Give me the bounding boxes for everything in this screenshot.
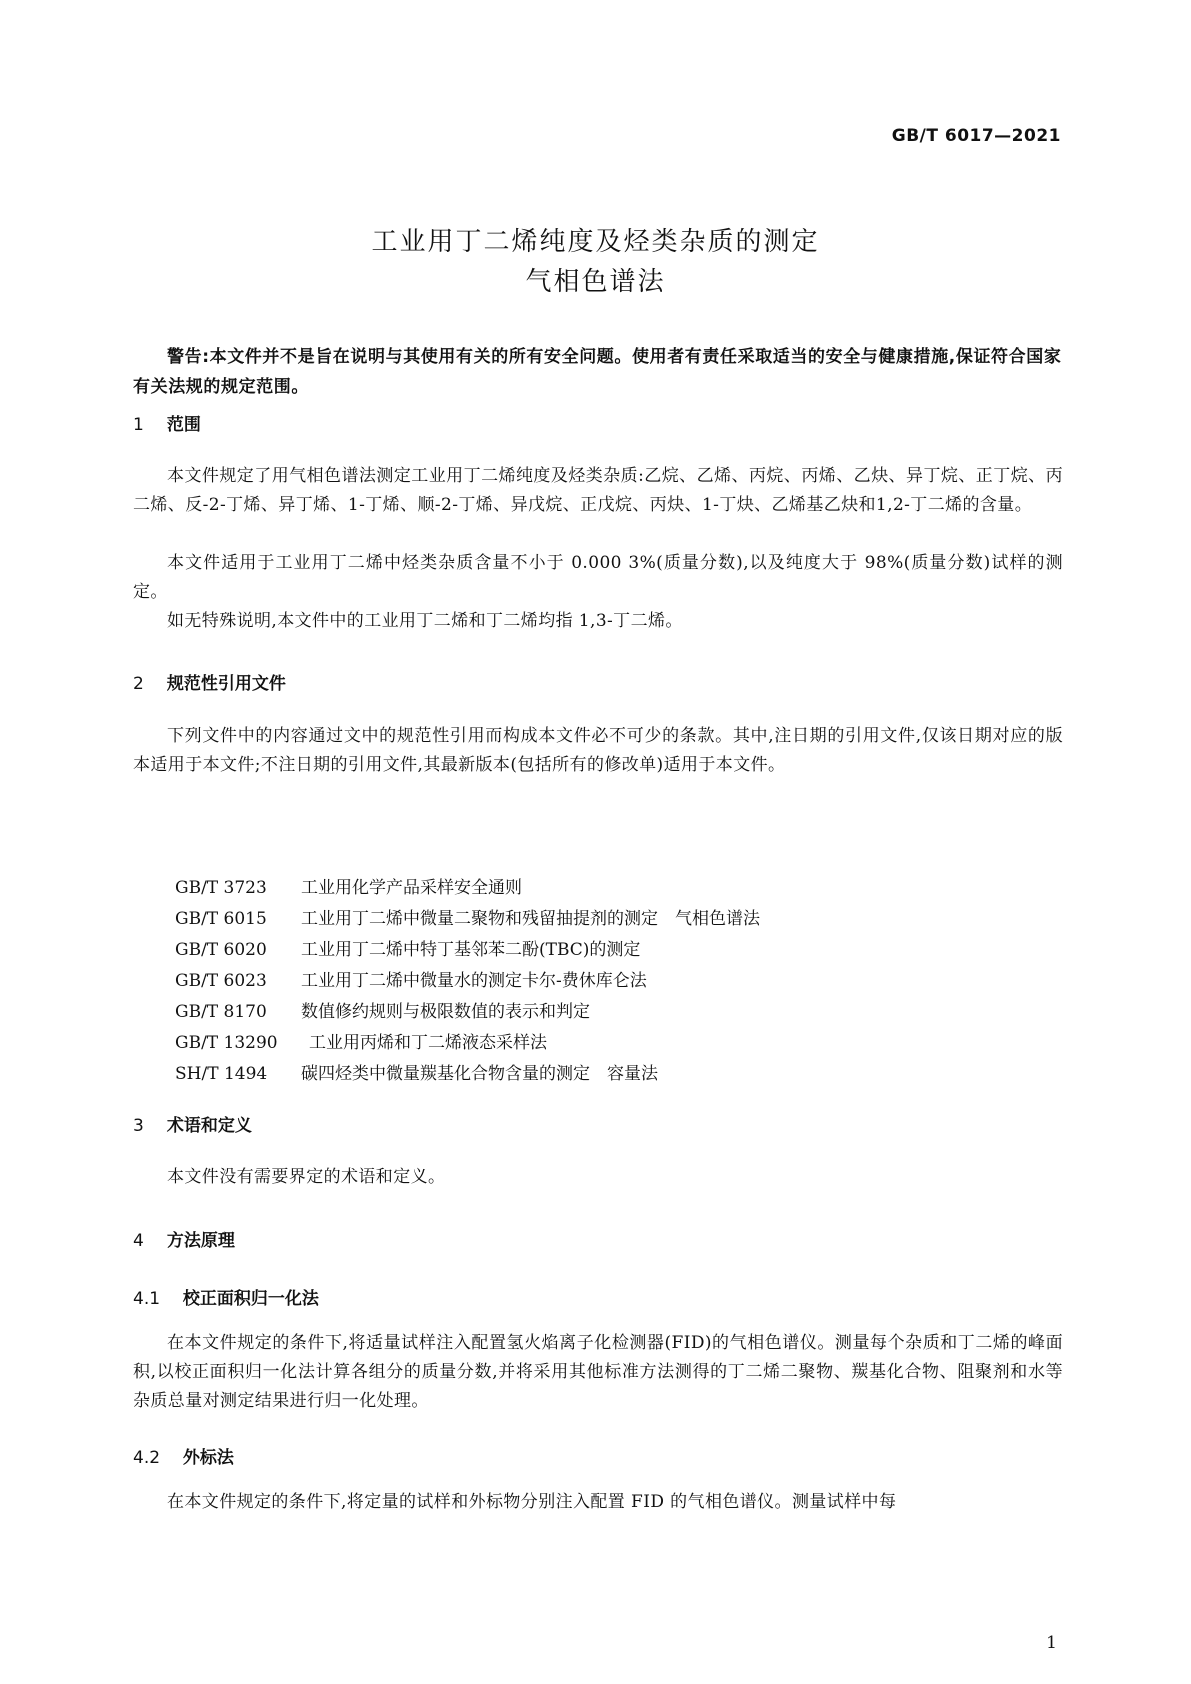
reference-title: 工业用丁二烯中微量二聚物和残留抽提剂的测定 气相色谱法	[301, 909, 760, 929]
section-number: 3	[133, 1116, 144, 1136]
section-1-paragraph-1: 本文件规定了用气相色谱法测定工业用丁二烯纯度及烃类杂质:乙烷、乙烯、丙烷、丙烯、乙炔、异丁烷、正丁烷、丙二烯、反-2-丁烯、异丁烯、1-丁烯、顺-2-丁烯、异戊烷、正戊烷、丙炔、1-丁炔、乙烯基乙炔和1,2-丁二烯的含量。	[133, 466, 1063, 515]
reference-code: GB/T 8170	[175, 1002, 267, 1022]
title-line-2: 气相色谱法	[525, 267, 666, 297]
section-1-paragraph-2: 本文件适用于工业用丁二烯中烃类杂质含量不小于 0.000 3%(质量分数),以及纯度大于 98%(质量分数)试样的测定。	[133, 553, 1063, 602]
section-1-heading	[133, 410, 201, 435]
reference-item	[175, 873, 760, 904]
section-1-paragraph-3: 如无特殊说明,本文件中的工业用丁二烯和丁二烯均指 1,3-丁二烯。	[167, 611, 683, 631]
safety-warning: 警告:本文件并不是旨在说明与其使用有关的所有安全问题。使用者有责任采取适当的安全与健康措施,保证符合国家有关法规的规定范围。	[133, 347, 1062, 397]
reference-item	[175, 1059, 760, 1090]
reference-item	[175, 997, 760, 1028]
reference-item	[175, 904, 760, 935]
reference-title: 工业用丁二烯中特丁基邻苯二酚(TBC)的测定	[301, 940, 641, 960]
reference-code: GB/T 3723	[175, 878, 267, 898]
section-4-heading	[133, 1226, 235, 1251]
section-title: 规范性引用文件	[166, 674, 286, 694]
reference-item	[175, 1028, 760, 1059]
reference-title: 工业用化学产品采样安全通则	[301, 878, 522, 898]
section-number: 4.2	[133, 1448, 161, 1468]
section-2-heading	[133, 669, 286, 694]
section-title: 术语和定义	[166, 1116, 252, 1136]
reference-code: GB/T 6020	[175, 940, 267, 960]
reference-code: GB/T 13290	[175, 1033, 278, 1053]
section-number: 1	[133, 415, 144, 435]
section-4-1-paragraph-1: 在本文件规定的条件下,将适量试样注入配置氢火焰离子化检测器(FID)的气相色谱仪。测量每个杂质和丁二烯的峰面积,以校正面积归一化法计算各组分的质量分数,并将采用其他标准方法测得的丁二烯二聚物、羰基化合物、阻聚剂和水等杂质总量对测定结果进行归一化处理。	[133, 1333, 1063, 1411]
reference-code: SH/T 1494	[175, 1064, 268, 1084]
reference-item	[175, 966, 760, 997]
section-number: 2	[133, 674, 144, 694]
section-4-2-heading	[133, 1443, 234, 1468]
section-number: 4.1	[133, 1289, 161, 1309]
section-title: 范围	[166, 415, 201, 435]
section-3-paragraph-1: 本文件没有需要界定的术语和定义。	[167, 1167, 446, 1187]
section-title: 外标法	[182, 1448, 234, 1468]
page-number: 1	[1046, 1633, 1057, 1653]
title-line-1: 工业用丁二烯纯度及烃类杂质的测定	[371, 227, 820, 257]
section-title: 方法原理	[166, 1231, 235, 1251]
standard-code: GB/T 6017—2021	[891, 126, 1061, 146]
reference-title: 工业用丙烯和丁二烯液态采样法	[309, 1033, 547, 1053]
normative-reference-list	[175, 873, 760, 1090]
reference-title: 工业用丁二烯中微量水的测定卡尔-费休库仑法	[301, 971, 647, 991]
section-title: 校正面积归一化法	[182, 1289, 319, 1309]
section-number: 4	[133, 1231, 144, 1251]
section-3-heading	[133, 1111, 252, 1136]
section-4-2-paragraph-1: 在本文件规定的条件下,将定量的试样和外标物分别注入配置 FID 的气相色谱仪。测量试样中每	[167, 1492, 897, 1512]
section-2-paragraph-1: 下列文件中的内容通过文中的规范性引用而构成本文件必不可少的条款。其中,注日期的引用文件,仅该日期对应的版本适用于本文件;不注日期的引用文件,其最新版本(包括所有的修改单)适用于本文件。	[133, 726, 1063, 775]
reference-title: 数值修约规则与极限数值的表示和判定	[301, 1002, 590, 1022]
document-title	[0, 222, 1191, 302]
reference-item	[175, 935, 760, 966]
reference-code: GB/T 6015	[175, 909, 267, 929]
reference-code: GB/T 6023	[175, 971, 267, 991]
reference-title: 碳四烃类中微量羰基化合物含量的测定 容量法	[301, 1064, 658, 1084]
section-4-1-heading	[133, 1284, 319, 1309]
